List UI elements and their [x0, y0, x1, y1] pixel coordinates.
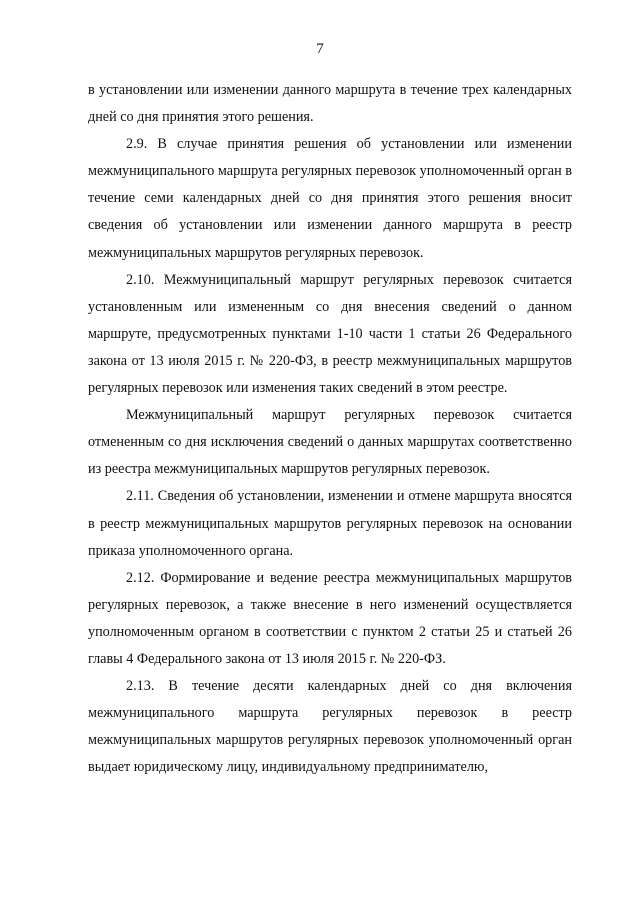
paragraph-2-13: 2.13. В течение десяти календарных дней со дня включения межмуниципального маршрута регулярных перевозок в реестр межмуниципальных маршрутов регулярных перевозок уполномоченный орган выдает юридическому лицу, индивидуальному предпринимателю, [88, 678, 572, 776]
paragraph-2-10-cancellation: Межмуниципальный маршрут регулярных перевозок считается отмененным со дня исключения сведений о данных маршрутах соответственно из реестра межмуниципальных маршрутов регулярных перевозок. [88, 407, 572, 478]
paragraph-2-9: 2.9. В случае принятия решения об установлении или изменении межмуниципального маршрута регулярных перевозок уполномоченный орган в течение семи календарных дней со дня принятия этого решения вносит сведения об установлении или изменении данного маршрута в реестр межмуниципальных маршрутов регулярных перевозок. [88, 136, 572, 261]
paragraph-2-10: 2.10. Межмуниципальный маршрут регулярных перевозок считается установленным или измененным со дня внесения сведений о данном маршруте, предусмотренных пунктами 1-10 части 1 статьи 26 Федерального закона от 13 июля 2015 г. № 220-ФЗ, в реестр межмуниципальных маршрутов регулярных перевозок или изменения таких сведений в этом реестре. [88, 271, 572, 397]
paragraph-2-12: 2.12. Формирование и ведение реестра межмуниципальных маршрутов регулярных перевозок, а также внесение в него изменений осуществляется уполномоченным органом в соответствии с пунктом 2 статьи 25 и статьей 26 главы 4 Федерального закона от 13 июля 2015 г. № 220-ФЗ. [88, 569, 572, 667]
paragraph-2-11: 2.11. Сведения об установлении, изменении и отмене маршрута вносятся в реестр межмуниципальных маршрутов регулярных перевозок на основании приказа уполномоченного органа. [88, 488, 572, 559]
paragraph-continuation: в установлении или изменении данного маршрута в течение трех календарных дней со дня принятия этого решения. [88, 82, 572, 126]
page-number: 7 [316, 41, 324, 57]
document-body [88, 77, 572, 781]
